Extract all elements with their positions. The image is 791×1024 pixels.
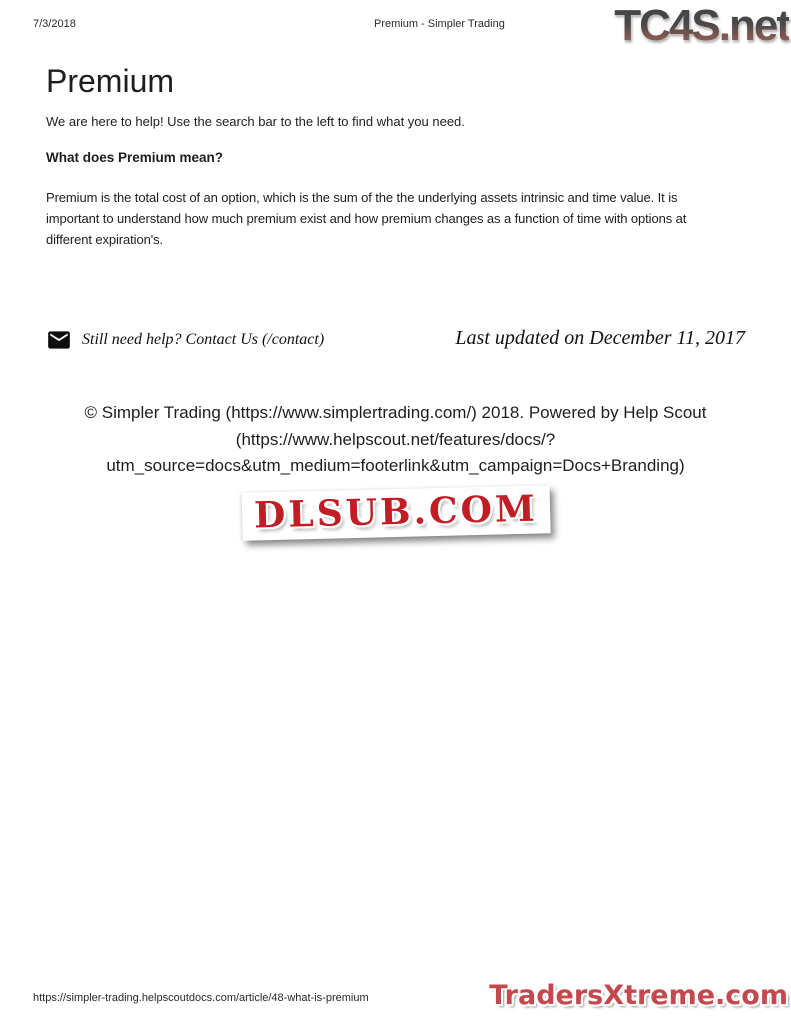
print-header-date: 7/3/2018 [33,18,76,30]
body-line: Premium is the total cost of an option, which is the sum of the the underlying assets intrinsic and time value. It is [46,190,678,205]
print-footer-url: https://simpler-trading.helpscoutdocs.com/article/48-what-is-premium [33,992,369,1004]
footer-line: utm_source=docs&utm_medium=footerlink&utm_campaign=Docs+Branding) [106,456,685,475]
contact-link[interactable]: Still need help? Contact Us (/contact) [82,331,325,348]
footer-line: © Simpler Trading (https://www.simplertrading.com/) 2018. Powered by Help Scout [84,403,707,422]
footer-line: (https://www.helpscout.net/features/docs/? [235,429,556,449]
dlsub-watermark-band [241,485,550,541]
contact-row [46,326,324,354]
article-title: Premium [46,63,175,99]
tc4s-watermark: TC4S.net [614,1,789,50]
body-line: important to understand how much premium exist and how premium changes as a function of time with options at [46,211,687,226]
body-line: different expiration's. [46,232,164,247]
envelope-icon [46,327,72,353]
last-updated-text: Last updated on December 11, 2017 [455,327,745,349]
dlsub-watermark-text: DLSUB.COM [253,487,538,537]
question-heading: What does Premium mean? [46,150,224,165]
article-body [46,187,686,250]
tradersxtreme-watermark: TradersXtreme.com [489,980,788,1011]
intro-text: We are here to help! Use the search bar to the left to find what you need. [46,114,465,129]
footer-copyright [0,400,791,480]
print-header-title: Premium - Simpler Trading [374,18,505,30]
